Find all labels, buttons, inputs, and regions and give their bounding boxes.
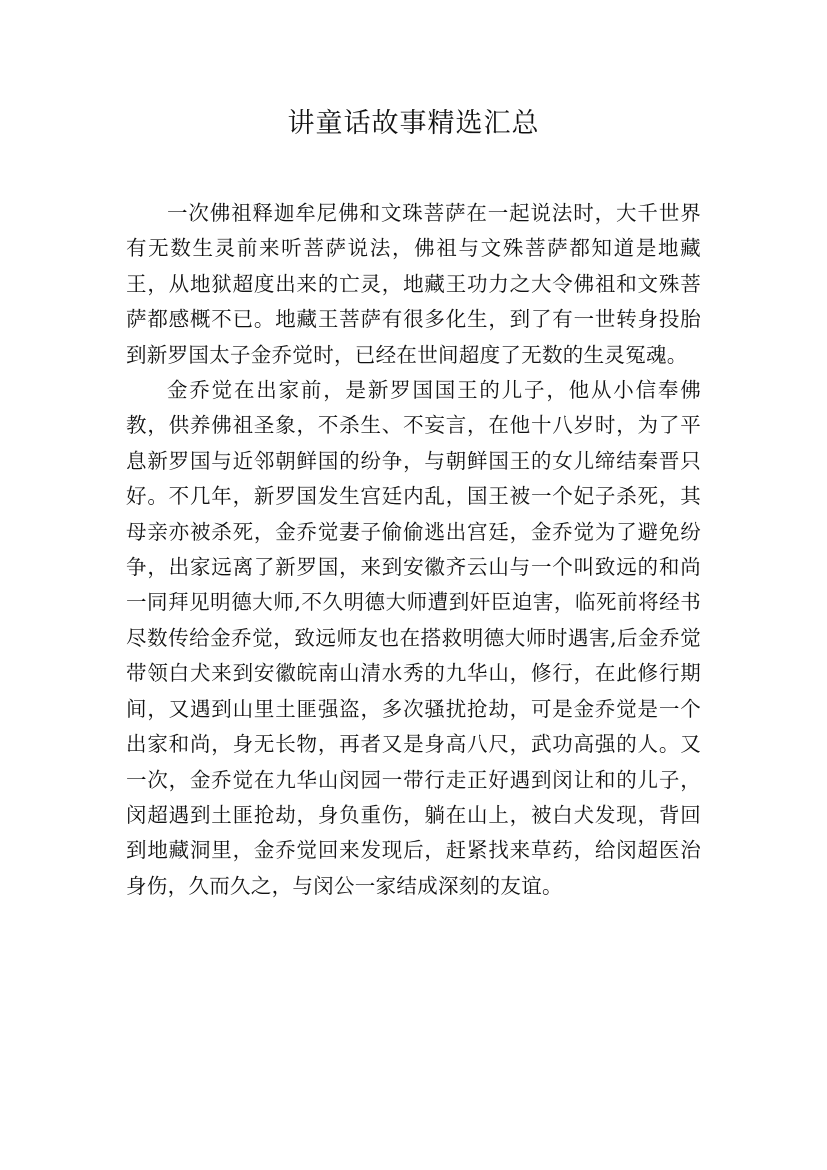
document-title: 讲童话故事精选汇总 [287, 108, 540, 139]
paragraph: 一次佛祖释迦牟尼佛和文珠菩萨在一起说法时，大千世界有无数生灵前来听菩萨说法，佛祖与文殊菩萨都知道是地藏王，从地狱超度出来的亡灵，地藏王功力之大令佛祖和文殊菩萨都感概不已。地藏王菩萨有很多化生，到了有一世转身投胎到新罗国太子金乔觉时，已经在世间超度了无数的生灵冤魂。 [126, 201, 701, 367]
paragraph: 金乔觉在出家前，是新罗国国王的儿子，他从小信奉佛教，供养佛祖圣象，不杀生、不妄言，在他十八岁时，为了平息新罗国与近邻朝鲜国的纷争，与朝鲜国王的女儿缔结秦晋只好。不几年，新罗国发生宫廷内乱，国王被一个妃子杀死，其母亲亦被杀死，金乔觉妻子偷偷逃出宫廷，金乔觉为了避免纷争，出家远离了新罗国，来到安徽齐云山与一个叫致远的和尚一同拜见明德大师,不久明德大师遭到奸臣迫害，临死前将经书尽数传给金乔觉，致远师友也在搭救明德大师时遇害,后金乔觉带领白犬来到安徽皖南山清水秀的九华山，修行，在此修行期间，又遇到山里土匪强盗，多次骚扰抢劫，可是金乔觉是一个出家和尚，身无长物，再者又是身高八尺，武功高强的人。又一次，金乔觉在九华山闵园一带行走正好遇到闵让和的儿子，闵超遇到土匪抢劫，身负重伤，躺在山上，被白犬发现，背回到地藏洞里，金乔觉回来发现后，赶紧找来草药，给闵超医治身伤，久而久之，与闵公一家结成深刻的友谊。 [126, 378, 701, 898]
document-body [126, 196, 701, 904]
